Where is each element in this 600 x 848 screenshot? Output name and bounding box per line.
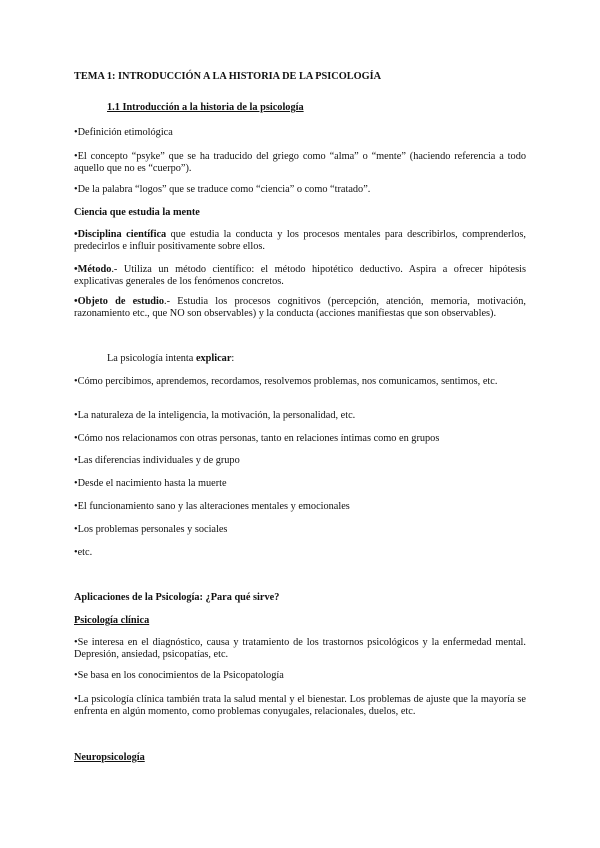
metodo-text: .- Utiliza un método científico: el método hipotético deductivo. Aspira a ofrecer hipótesis explicativas generales de los fenómenos concretos. (74, 264, 526, 287)
list-item: •Cómo percibimos, aprendemos, recordamos, resolvemos problemas, nos comunicamos, sentimos, etc. (74, 376, 498, 387)
explicar-lead-before: La psicología intenta (107, 353, 196, 364)
objeto-text: .- Estudia los procesos cognitivos (percepción, atención, memoria, motivación, razonamiento etc., que NO son observables) y la conducta (acciones manifiestas que son observables). (74, 296, 526, 319)
explicar-lead-after: : (231, 353, 235, 364)
ciencia-metodo-paragraph (74, 264, 526, 288)
intro-paragraph-logos: •De la palabra “logos” que se traduce como “ciencia” o como “tratado”. (74, 184, 371, 195)
disciplina-label: •Disciplina científica (74, 229, 167, 240)
clinica-heading: Psicología clínica (74, 615, 150, 626)
neuro-heading: Neuropsicología (74, 752, 145, 763)
list-item: •Se basa en los conocimientos de la Psicopatología (74, 670, 284, 681)
list-item: •Desde el nacimiento hasta la muerte (74, 478, 227, 489)
ciencia-disciplina-paragraph (74, 229, 526, 253)
list-item: •La naturaleza de la inteligencia, la motivación, la personalidad, etc. (74, 410, 356, 421)
explicar-lead-bold: explicar (195, 353, 232, 364)
list-item: •Los problemas personales y sociales (74, 524, 228, 535)
explicar-lead (107, 353, 507, 365)
ciencia-heading: Ciencia que estudia la mente (74, 207, 200, 218)
ciencia-objeto-paragraph (74, 296, 526, 320)
document-title: TEMA 1: INTRODUCCIÓN A LA HISTORIA DE LA PSICOLOGÍA (74, 71, 382, 82)
section-heading: 1.1 Introducción a la historia de la psicología (107, 102, 304, 113)
list-item: •etc. (74, 547, 93, 558)
list-item: •La psicología clínica también trata la salud mental y el bienestar. Los problemas de ajuste que la mayoría se enfrenta en algún momento, como problemas conyugales, relacionales, duelos, etc. (74, 694, 526, 717)
intro-paragraph-etymology: •Definición etimológica (74, 127, 173, 138)
list-item: •Se interesa en el diagnóstico, causa y tratamiento de los trastornos psicológicos y la enfermedad mental. Depresión, ansiedad, psicopatías, etc. (74, 637, 526, 660)
aplicaciones-heading: Aplicaciones de la Psicología: ¿Para qué sirve? (74, 592, 280, 603)
list-item: •El funcionamiento sano y las alteraciones mentales y emocionales (74, 501, 350, 512)
list-item: •Cómo nos relacionamos con otras personas, tanto en relaciones íntimas como en grupos (74, 433, 440, 444)
objeto-label: •Objeto de estudio (74, 296, 165, 307)
disciplina-text: que estudia la conducta y los procesos mentales para describirlos, comprenderlos, predecirlos e influir positivamente sobre ellos. (74, 229, 526, 252)
metodo-label: •Método (74, 264, 112, 275)
list-item: •Las diferencias individuales y de grupo (74, 455, 240, 466)
intro-paragraph-psyke: •El concepto “psyke” que se ha traducido del griego como “alma” o “mente” (haciendo referencia a todo aquello que no es “cuerpo”). (74, 151, 526, 174)
